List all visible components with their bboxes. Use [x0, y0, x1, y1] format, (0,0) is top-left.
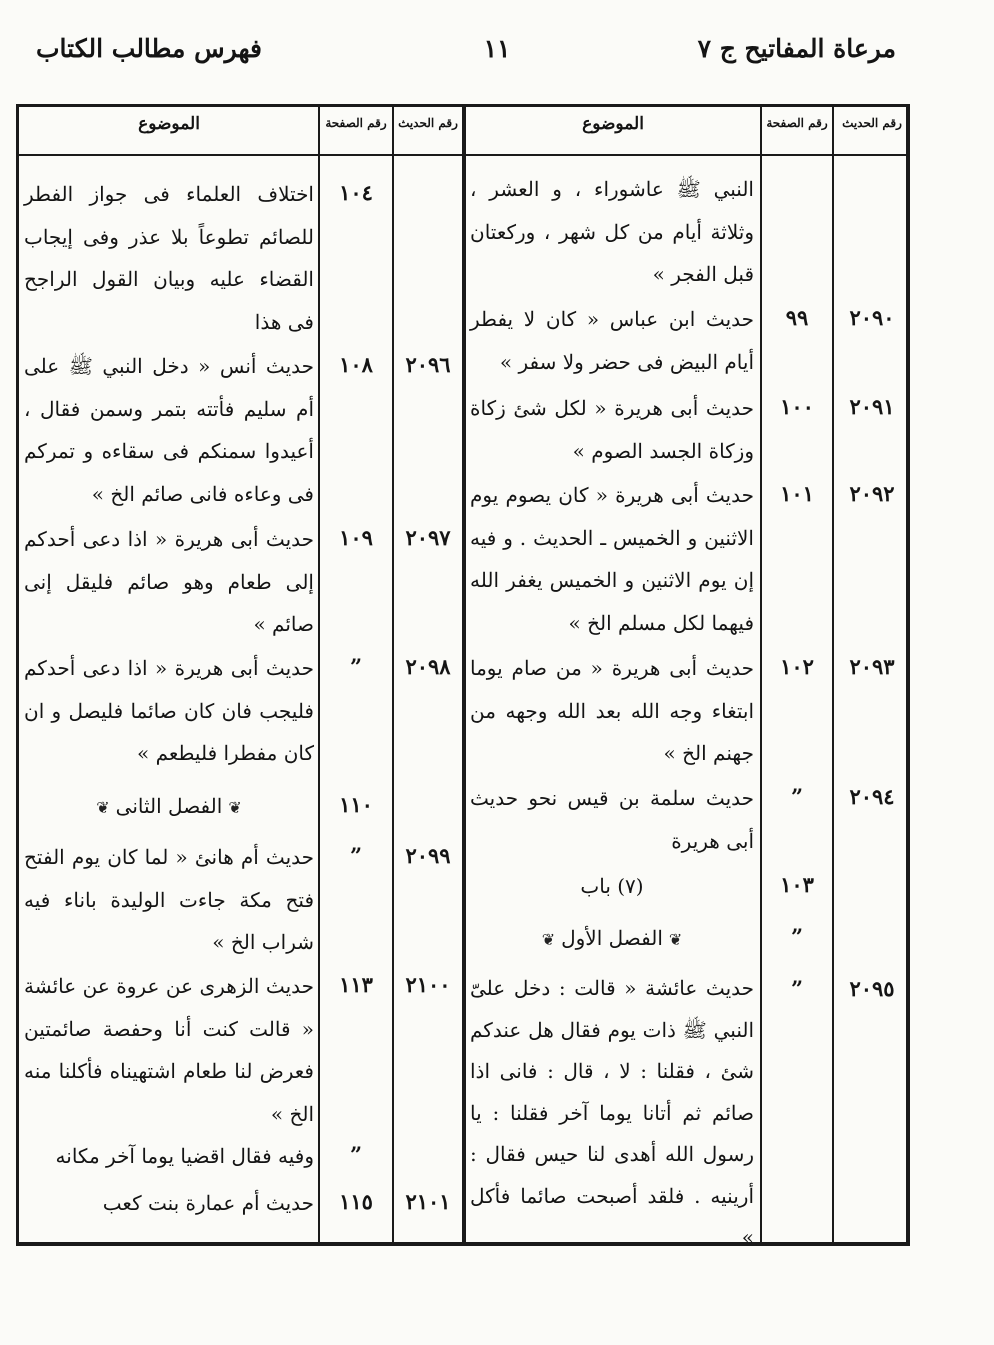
- section-heading-first-label: الفصل الأول: [561, 926, 663, 950]
- running-title: مرعاة المفاتيح ج ٧: [697, 34, 896, 63]
- left-row-7-text: حديث الزهرى عن عروة عن عائشة « قالت كنت أنا وحفصة صائمتين فعرض لنا طعام اشتهيناه فأكلنا منه الخ »: [24, 974, 314, 1126]
- right-row-6-page: ”: [790, 784, 804, 809]
- right-row-3-hadith: ٢٠٩١: [849, 394, 895, 419]
- section-title: فهرس مطالب الكتاب: [36, 34, 262, 63]
- section-heading-second: [24, 785, 314, 830]
- left-row-4-text: حديث أبى هريرة « اذا دعى أحدكم فليجب فان كان صائما فليصل و ان كان مفطرا فليطعم »: [24, 656, 314, 765]
- left-row-7-page: ١١٣: [339, 972, 373, 997]
- section-heading-second-label: الفصل الثانى: [115, 794, 223, 818]
- right-row-9-text: حديث عائشة « قالت : دخل علىّ النبي ﷺ ذات يوم فقال هل عندكم شئ ، فقلنا : لا ، قال : فانى اذا صائم ثم أتانا يوما آخر فقلنا : يا رسول الله أهدى لنا حيس فقال : أرينيه . فلقد أصبحت صائما فأكل »: [470, 976, 754, 1249]
- right-row-1-text: النبي ﷺ عاشوراء ، و العشر ، وثلاثة أيام من كل شهر ، وركعتان قبل الفجر »: [470, 177, 754, 286]
- right-row-2-hadith: ٢٠٩٠: [849, 305, 895, 330]
- right-page-no-heading: رقم الصفحة: [766, 116, 828, 130]
- left-row-4-hadith: ٢٠٩٨: [405, 654, 451, 679]
- right-row-3-page: ١٠٠: [780, 394, 814, 419]
- left-hadith-no-heading: رقم الحديث: [398, 116, 458, 130]
- right-row-5-page: ١٠٢: [780, 654, 814, 679]
- right-row-6-text: حديث سلمة بن قيس نحو حديث أبى هريرة: [470, 786, 754, 853]
- page-number: ١١: [483, 34, 511, 63]
- left-row-1-page: ١٠٤: [339, 180, 373, 205]
- right-row-7-page: ١٠٣: [780, 872, 814, 897]
- left-row-6-hadith: ٢٠٩٩: [405, 843, 451, 868]
- left-page-no-heading: رقم الصفحة: [325, 116, 387, 130]
- left-topic-heading: الموضوع: [138, 114, 200, 134]
- left-row-8-text: وفيه فقال اقضيا يوما آخر مكانه: [55, 1144, 314, 1168]
- left-row-6-text: حديث أم هانئ « لما كان يوم الفتح فتح مكة جاءت الوليدة باناء فيه شراب الخ »: [24, 845, 314, 954]
- left-row-2-page: ١٠٨: [339, 352, 373, 377]
- section-heading-first: [470, 917, 754, 962]
- ornament-icon: ❦: [96, 798, 110, 817]
- right-topic-heading: الموضوع: [582, 114, 644, 134]
- right-row-9-hadith: ٢٠٩٥: [849, 976, 895, 1001]
- left-row-9-hadith: ٢١٠١: [405, 1189, 451, 1214]
- left-row-8-page: ”: [349, 1142, 363, 1167]
- right-row-3-text: حديث أبى هريرة « لكل شئ زكاة وزكاة الجسد الصوم »: [470, 396, 754, 463]
- left-row-3-hadith: ٢٠٩٧: [405, 525, 451, 550]
- right-row-2-text: حديث ابن عباس « كان لا يفطر أيام البيض فى حضر ولا سفر »: [470, 307, 754, 374]
- right-row-5-hadith: ٢٠٩٣: [849, 654, 895, 679]
- right-row-8-page: ”: [790, 924, 804, 949]
- left-row-3-page: ١٠٩: [339, 525, 373, 550]
- left-row-2-hadith: ٢٠٩٦: [405, 352, 451, 377]
- left-row-9-text: حديث أم عمارة بنت كعب: [102, 1191, 314, 1215]
- left-row-3-text: حديث أبى هريرة « اذا دعى أحدكم إلى طعام وهو صائم فليقل إنى صائم »: [24, 527, 314, 636]
- ornament-icon: ❦: [668, 930, 683, 949]
- right-row-4-text: حديث أبى هريرة « كان يصوم يوم الاثنين و الخميس ـ الحديث . و فيه إن يوم الاثنين و الخميس يغفر الله فيهما لكل مسلم الخ »: [470, 483, 754, 635]
- ornament-icon: ❦: [541, 930, 556, 949]
- center-divider: [462, 104, 466, 1246]
- chapter-heading: (٧) باب: [580, 874, 644, 898]
- right-row-2-page: ٩٩: [785, 305, 809, 330]
- right-row-4-hadith: ٢٠٩٢: [849, 481, 895, 506]
- right-row-4-page: ١٠١: [780, 481, 814, 506]
- left-row-9-page: ١١٥: [339, 1189, 373, 1214]
- left-row-5-page: ١١٠: [339, 792, 373, 817]
- left-row-7-hadith: ٢١٠٠: [405, 972, 451, 997]
- right-row-5-text: حديث أبى هريرة « من صام يوما ابتغاء وجه الله بعد الله وجهه من جهنم الخ »: [470, 656, 754, 765]
- left-row-2-text: حديث أنس « دخل النبي ﷺ على أم سليم فأتته بتمر وسمن فقال ، أعيدوا سمنكم فى سقاءه و تمركم فى وعاءه فانى صائم الخ »: [24, 354, 314, 506]
- right-row-9-page: ”: [790, 976, 804, 1001]
- right-hadith-no-heading: رقم الحديث: [842, 116, 902, 130]
- right-row-6-hadith: ٢٠٩٤: [849, 784, 895, 809]
- ornament-icon: ❦: [228, 798, 242, 817]
- left-row-4-page: ”: [349, 654, 363, 679]
- left-row-1-text: اختلاف العلماء فى جواز الفطر للصائم تطوعاً بلا عذر وفى إيجاب القضاء عليه وبيان القول الراجح فى هذا: [24, 182, 314, 334]
- left-row-6-page: ”: [349, 843, 363, 868]
